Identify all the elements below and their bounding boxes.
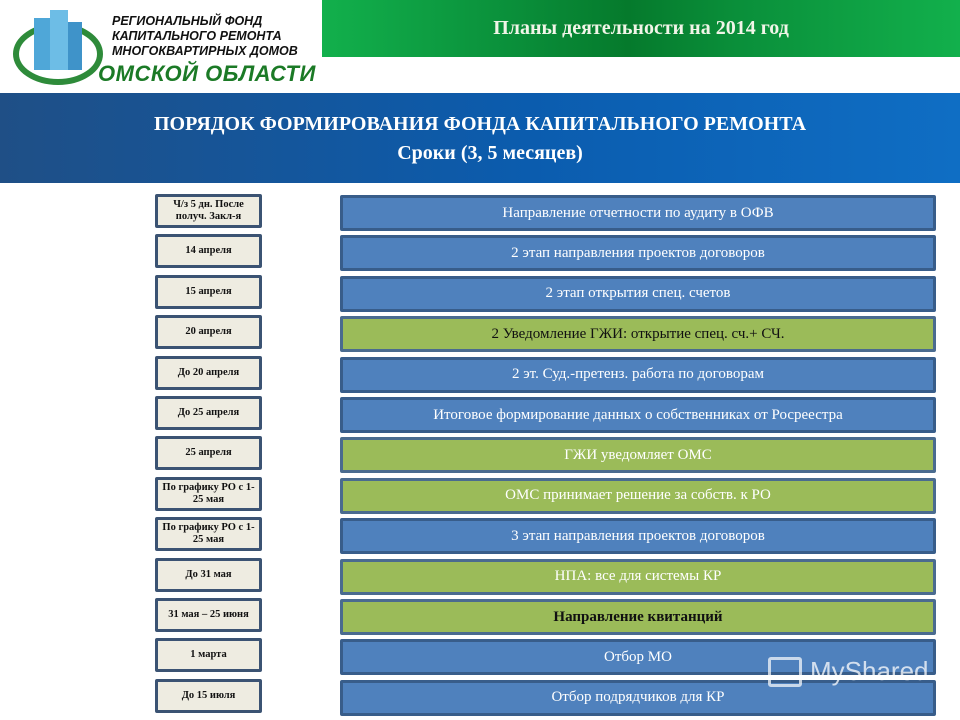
task-bar: ГЖИ уведомляет ОМС	[340, 437, 936, 473]
date-box: 1 марта	[155, 638, 262, 672]
date-box: По графику РО с 1-25 мая	[155, 517, 262, 551]
presentation-icon	[768, 657, 802, 687]
watermark	[768, 656, 929, 687]
date-box: До 20 апреля	[155, 356, 262, 390]
logo-line-2: КАПИТАЛЬНОГО РЕМОНТА	[112, 29, 282, 43]
task-bar: НПА: все для системы КР	[340, 559, 936, 595]
logo-line-3: МНОГОКВАРТИРНЫХ ДОМОВ	[112, 44, 298, 58]
logo	[0, 0, 322, 92]
task-bar: 2 Уведомление ГЖИ: открытие спец. сч.+ СЧ.	[340, 316, 936, 352]
logo-region: ОМСКОЙ ОБЛАСТИ	[98, 61, 316, 86]
date-box: 15 апреля	[155, 275, 262, 309]
date-box: 14 апреля	[155, 234, 262, 268]
header-title: Планы деятельности на 2014 год	[322, 0, 960, 57]
watermark-text: MyShared	[810, 656, 929, 686]
date-box: 20 апреля	[155, 315, 262, 349]
date-box: До 25 апреля	[155, 396, 262, 430]
logo-line-1: РЕГИОНАЛЬНЫЙ ФОНД	[112, 14, 263, 28]
task-bar: 2 этап направления проектов договоров	[340, 235, 936, 271]
date-box: До 15 июля	[155, 679, 262, 713]
section-title: ПОРЯДОК ФОРМИРОВАНИЯ ФОНДА КАПИТАЛЬНОГО РЕМОНТА	[153, 113, 807, 135]
task-bar: Направление квитанций	[340, 599, 936, 635]
date-box: До 31 мая	[155, 558, 262, 592]
date-box: 31 мая – 25 июня	[155, 598, 262, 632]
task-bar: Отбор МО	[340, 639, 936, 675]
task-bar: 3 этап направления проектов договоров	[340, 518, 936, 554]
date-box: Ч/з 5 дн. После получ. Закл-я	[155, 194, 262, 228]
task-bar: Итоговое формирование данных о собственниках от Росреестра	[340, 397, 936, 433]
building-logo-icon	[12, 4, 104, 88]
task-bar: 2 эт. Суд.-претенз. работа по договорам	[340, 357, 936, 393]
task-bar: 2 этап открытия спец. счетов	[340, 276, 936, 312]
date-box: 25 апреля	[155, 436, 262, 470]
section-banner	[0, 93, 960, 183]
task-bar: Отбор подрядчиков для КР	[340, 680, 936, 716]
task-bar: ОМС принимает решение за собств. к РО	[340, 478, 936, 514]
date-box: По графику РО с 1-25 мая	[155, 477, 262, 511]
section-subtitle: Сроки (3, 5 месяцев)	[397, 142, 583, 164]
task-bar: Направление отчетности по аудиту в ОФВ	[340, 195, 936, 231]
